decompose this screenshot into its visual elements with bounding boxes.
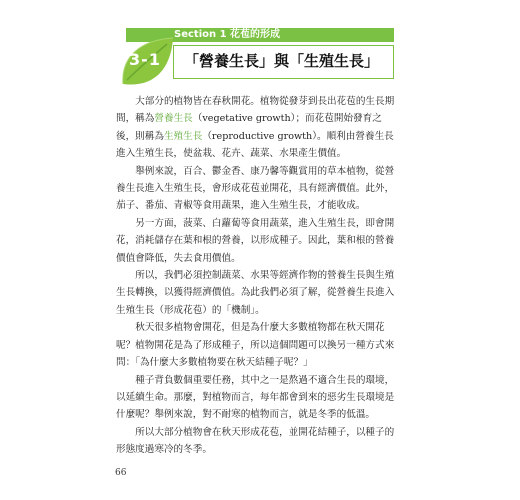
page-title: 「營養生長」與「生殖生長」 (184, 52, 380, 70)
body-text (116, 93, 398, 459)
term-vegetative-growth: 營養生長 (154, 113, 193, 125)
paragraph: 秋天很多植物會開花，但是為什麼大多數植物都在秋天開花呢？植物開花是為了形成種子，所以這個問題可以換另一種方式來問：「為什麼大多數植物要在秋天結種子呢？」 (116, 322, 395, 369)
term-reproductive-growth: 生殖生長 (163, 130, 203, 142)
paragraph: 所以大部分植物會在秋天形成花苞，並開花結種子，以種子的形態度過寒冷的冬季。 (116, 426, 395, 456)
paragraph: 所以，我們必須控制蔬菜、水果等經濟作物的營養生長與生殖生長轉換，以獲得經濟價值。為此我們必須了解，從營養生長進入生殖生長（形成花苞）的「機制」。 (116, 270, 395, 316)
paragraph: 舉例來說，百合、鬱金香、康乃馨等觀賞用的草本植物，從營養生長進入生殖生長，會形成花苞並開花，具有經濟價值。此外，茄子、番茄、青椒等食用蔬果，進入生殖生長，才能收成。 (116, 165, 395, 212)
section-number: 3-1 (129, 50, 161, 69)
paragraph: 種子背負數個重要任務，其中之一是熬過不適合生長的環境，以延續生命。那麼，對植物而言，每年都會到來的惡劣生長環境是什麼呢？舉例來說，對不耐寒的植物而言，就是冬季的低溫。 (116, 374, 395, 421)
paragraph: 大部分的植物皆在春秋開花。植物從發芽到長出花苞的生長期間，稱為營養生長（vegetative growth）；而花苞開始發育之後，則稱為生殖生長（reproductive growth）。順利由營養生長進入生殖生長，使盆栽、花卉、蔬菜、水果產生價值。 (116, 96, 395, 160)
paragraph: 另一方面，菠菜、白蘿蔔等食用蔬菜，進入生殖生長，即會開花，消耗儲存在葉和根的營養，以形成種子。因此，葉和根的營養價值會降低，失去食用價值。 (116, 217, 395, 264)
section-label: Section 1 花苞的形成 (174, 29, 281, 40)
page-number: 66 (115, 468, 127, 478)
